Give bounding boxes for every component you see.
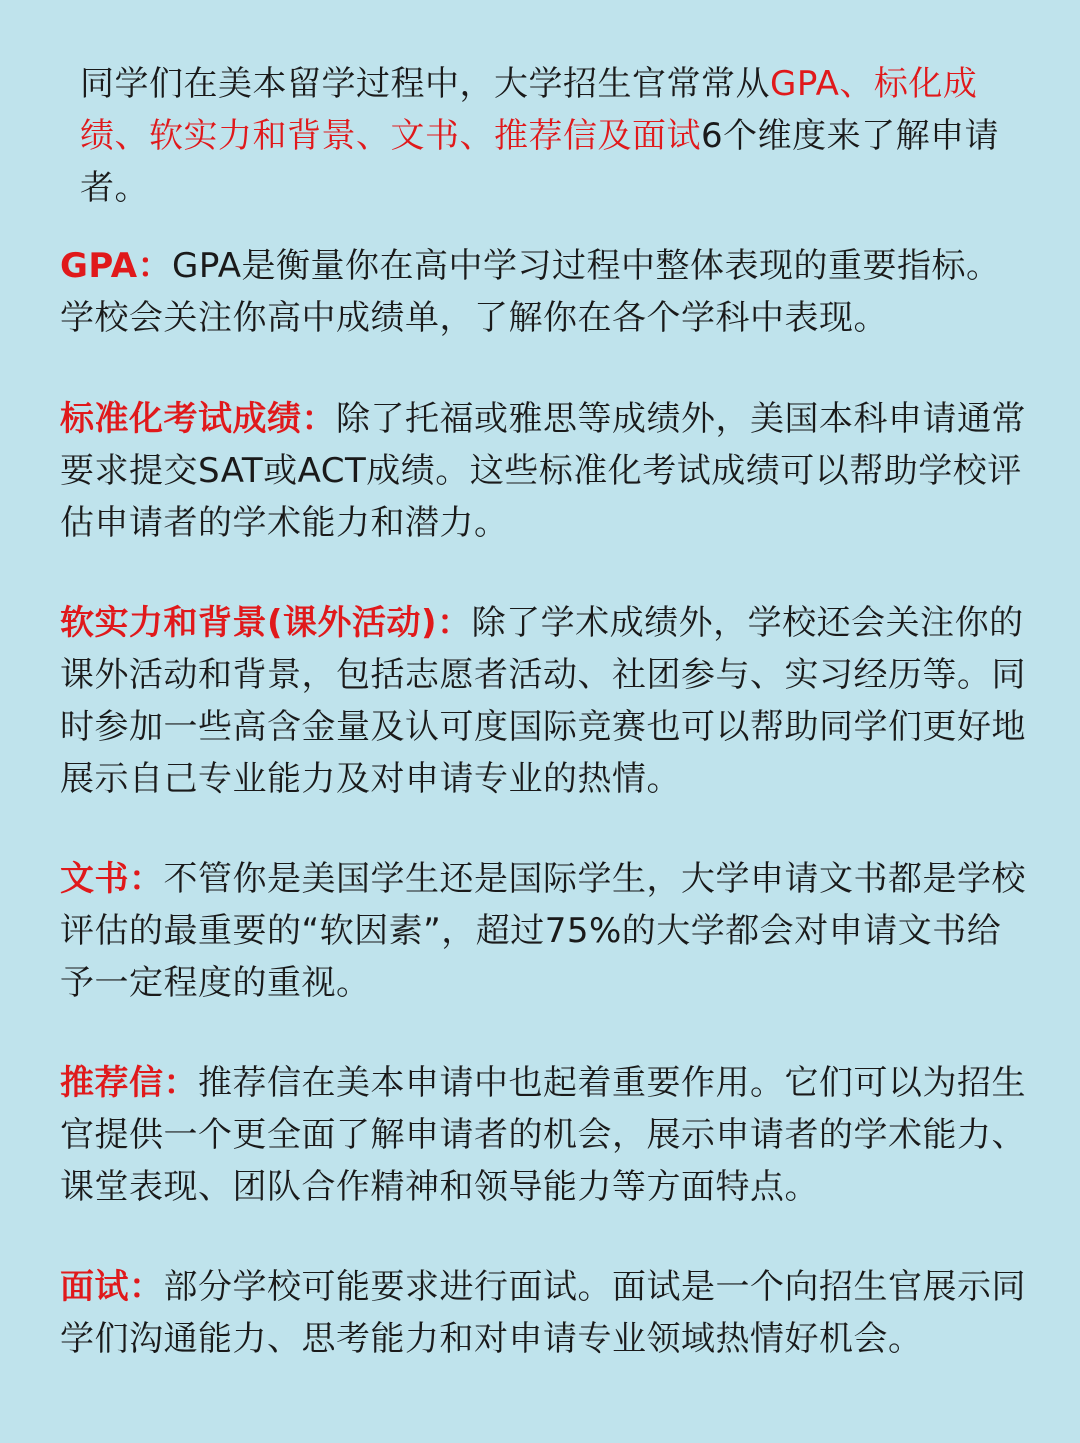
section-heading-standardized-tests: 标准化考试成绩： xyxy=(60,399,336,439)
section-recommendation xyxy=(60,1057,1030,1213)
section-heading-extracurriculars: 软实力和背景(课外活动)： xyxy=(60,603,472,643)
section-body-recommendation: 推荐信在美本申请中也起着重要作用。它们可以为招生官提供一个更全面了解申请者的机会，展示申请者的学术能力、课堂表现、团队合作精神和领导能力等方面特点。 xyxy=(60,1063,1026,1207)
intro-dimensions-highlight: GPA、标化成绩、软实力和背景、文书、推荐信及面试 xyxy=(80,64,978,156)
section-gpa xyxy=(60,240,1030,344)
section-extracurriculars xyxy=(60,597,1030,805)
section-standardized-tests xyxy=(60,393,1030,549)
section-heading-recommendation: 推荐信： xyxy=(60,1063,198,1103)
intro-text-end: 6个维度来了解申请者。 xyxy=(80,116,1000,208)
section-heading-gpa: GPA： xyxy=(60,246,173,286)
intro-text-start: 同学们在美本留学过程中，大学招生官常常从 xyxy=(80,64,770,104)
section-interview xyxy=(60,1261,1030,1365)
section-essays xyxy=(60,853,1030,1009)
section-body-interview: 部分学校可能要求进行面试。面试是一个向招生官展示同学们沟通能力、思考能力和对申请专业领域热情好机会。 xyxy=(60,1267,1026,1359)
intro-paragraph xyxy=(80,58,1030,214)
section-body-essays: 不管你是美国学生还是国际学生，大学申请文书都是学校评估的最重要的“软因素”，超过75%的大学都会对申请文书给予一定程度的重视。 xyxy=(60,859,1026,1003)
section-heading-essays: 文书： xyxy=(60,859,164,899)
section-heading-interview: 面试： xyxy=(60,1267,164,1307)
section-body-gpa: GPA是衡量你在高中学习过程中整体表现的重要指标。学校会关注你高中成绩单，了解你在各个学科中表现。 xyxy=(60,246,1001,338)
section-body-standardized-tests: 除了托福或雅思等成绩外，美国本科申请通常要求提交SAT或ACT成绩。这些标准化考试成绩可以帮助学校评估申请者的学术能力和潜力。 xyxy=(60,399,1026,543)
section-body-extracurriculars: 除了学术成绩外，学校还会关注你的课外活动和背景，包括志愿者活动、社团参与、实习经历等。同时参加一些高含金量及认可度国际竞赛也可以帮助同学们更好地展示自己专业能力及对申请专业的热情。 xyxy=(60,603,1026,799)
